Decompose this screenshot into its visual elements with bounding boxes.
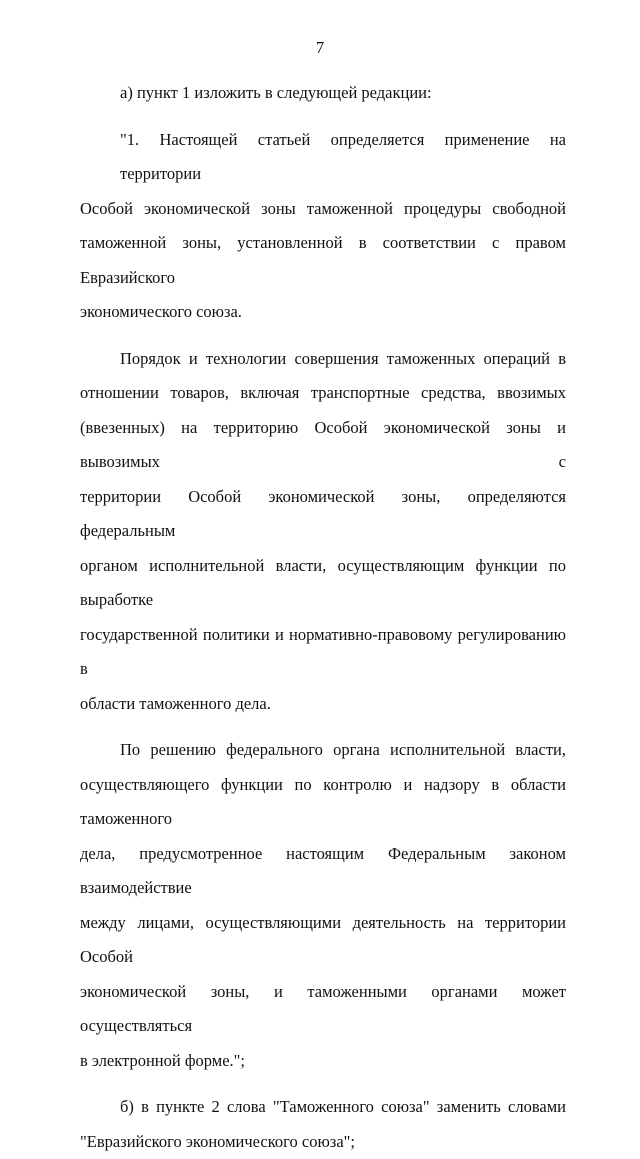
text-line: между лицами, осуществляющими деятельность на территории Особой [80, 906, 566, 975]
paragraph-electronic-form [80, 733, 566, 1078]
text-line: дела, предусмотренное настоящим Федеральным законом взаимодействие [80, 837, 566, 906]
text-line: Особой экономической зоны таможенной процедуры свободной [80, 192, 566, 227]
text-line: территории Особой экономической зоны, определяются федеральным [80, 480, 566, 549]
text-line: таможенной зоны, установленной в соответствии с правом Евразийского [80, 226, 566, 295]
text-line: экономического союза. [80, 295, 566, 330]
text-line: органом исполнительной власти, осуществляющим функции по выработке [80, 549, 566, 618]
text-line: осуществляющего функции по контролю и надзору в области таможенного [80, 768, 566, 837]
text-line: б) в пункте 2 слова "Таможенного союза" заменить словами [80, 1090, 566, 1125]
text-line: (ввезенных) на территорию Особой экономической зоны и вывозимых с [80, 411, 566, 480]
paragraph-quoted-point-1 [80, 123, 566, 330]
text-line: государственной политики и нормативно-правовому регулированию в [80, 618, 566, 687]
paragraph-procedure [80, 342, 566, 722]
text-line: отношении товаров, включая транспортные средства, ввозимых [80, 376, 566, 411]
page-number: 7 [0, 38, 640, 58]
text-line: По решению федерального органа исполнительной власти, [80, 733, 566, 768]
text-line: в электронной форме."; [80, 1044, 566, 1079]
paragraph-item-b [80, 1090, 566, 1159]
text-line: "1. Настоящей статьей определяется применение на территории [80, 123, 566, 192]
text-line: "Евразийского экономического союза"; [80, 1125, 566, 1159]
text-line: Порядок и технологии совершения таможенных операций в [80, 342, 566, 377]
paragraph-item-a [80, 76, 566, 111]
text-line: области таможенного дела. [80, 687, 566, 722]
text-line: экономической зоны, и таможенными органами может осуществляться [80, 975, 566, 1044]
text-line: а) пункт 1 изложить в следующей редакции: [80, 76, 566, 111]
document-body [80, 76, 566, 1159]
